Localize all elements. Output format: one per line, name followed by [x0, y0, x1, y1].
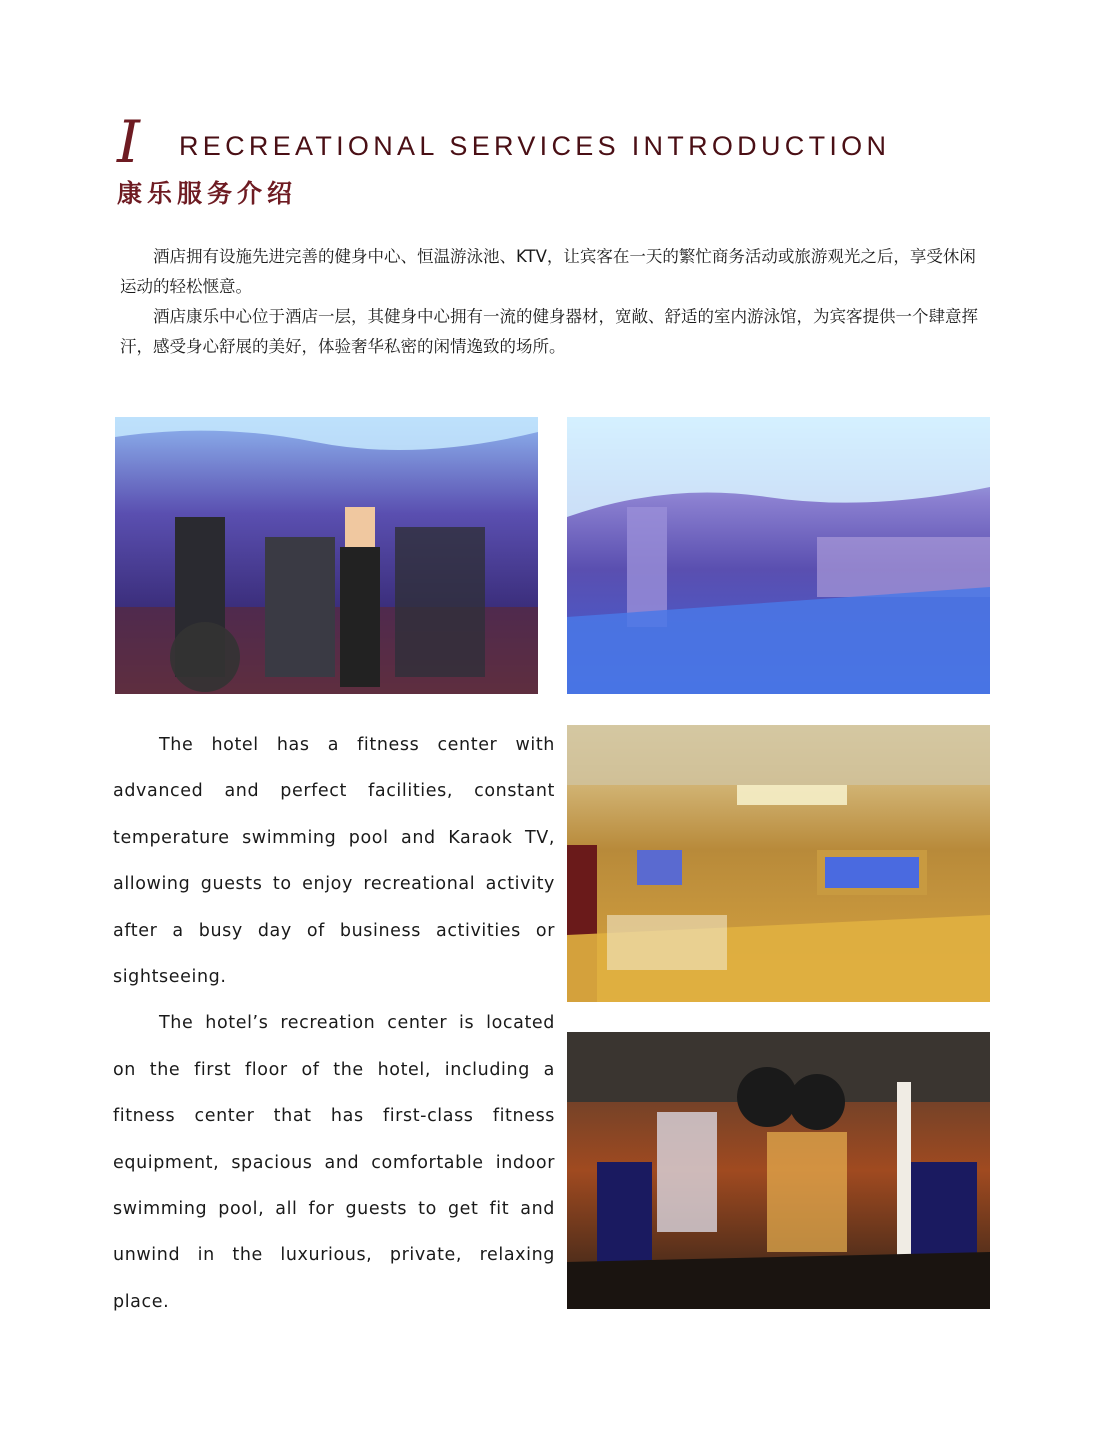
intro-paragraph-1: 酒店拥有设施先进完善的健身中心、恒温游泳池、KTV，让宾客在一天的繁忙商务活动或旅游观光之后，享受休闲运动的轻松惬意。 — [120, 247, 976, 296]
english-description — [113, 722, 555, 1325]
ktv-room-photo — [567, 725, 990, 1002]
intro-paragraph-2: 酒店康乐中心位于酒店一层，其健身中心拥有一流的健身器材，宽敞、舒适的室内游泳馆，为宾客提供一个肆意挥汗，感受身心舒展的美好，体验奢华私密的闲情逸致的场所。 — [120, 307, 978, 356]
lounge-photo — [567, 1032, 990, 1309]
pool-photo — [567, 417, 990, 694]
title-english: RECREATIONAL SERVICES INTRODUCTION — [179, 131, 891, 161]
english-paragraph-1: The hotel has a fitness center with advanced and perfect facilities, constant temperature swimming pool and Karaok TV, allowing guests to enjoy recreational activity after a busy day of business activities or sightseeing. — [113, 735, 555, 988]
gym-photo — [115, 417, 538, 694]
english-paragraph-2: The hotel’s recreation center is located on the first floor of the hotel, including a fitness center that has first-class fitness equipment, spacious and comfortable indoor swimming pool, all for guests to get fit and unwind in the luxurious, private, relaxing place. — [113, 1013, 555, 1312]
title-chinese: 康乐服务介绍 — [117, 179, 298, 208]
chinese-intro — [120, 242, 990, 362]
decorative-initial: I — [117, 108, 140, 176]
